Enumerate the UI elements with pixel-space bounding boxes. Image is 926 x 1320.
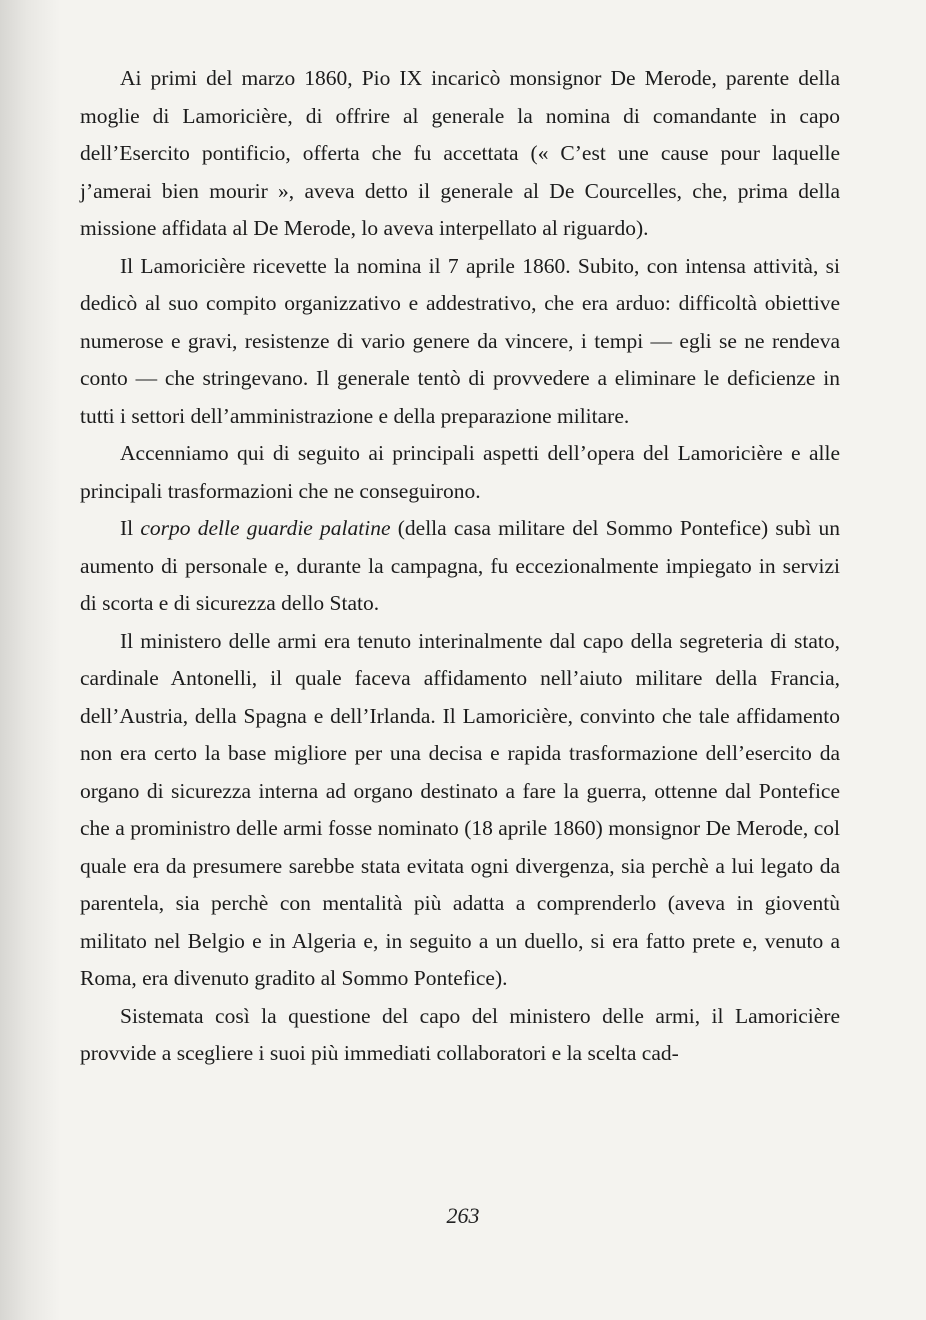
italic-term: corpo delle guardie palatine <box>140 516 391 540</box>
paragraph-collaborators: Sistemata così la questione del capo del ministero delle armi, il Lamoricière provvide a scegliere i suoi più immediati collaboratori e la scelta cad- <box>80 1003 840 1065</box>
paragraph-text: (della casa militare del Sommo Pontefice) subì un aumento di personale e, durante la campagna, fu eccezionalmente impiegato in servizi di scorta e di sicurezza dello Stato. <box>80 516 840 615</box>
paragraph-appointment-offer: Ai primi del marzo 1860, Pio IX incaricò monsignor De Merode, parente della moglie di Lamoricière, di offrire al generale la nomina di comandante in capo dell’Esercito pontificio, offerta che fu accettata (« C’est une cause pour laquelle j’amerai bien mourir », aveva detto il generale al De Courcelles, che, prima della missione affidata al De Merode, lo aveva interpellato al riguardo). <box>80 66 840 240</box>
paragraph-ministry-of-arms: Il ministero delle armi era tenuto interinalmente dal capo della segreteria di stato, cardinale Antonelli, il quale faceva affidamento nell’aiuto militare della Francia, dell’Austria, della Spagna e dell’Irlanda. Il Lamoricière, convinto che tale affidamento non era certo la base migliore per una decisa e rapida trasformazione dell’esercito da organo di sicurezza interna ad organo destinato a fare la guerra, ottenne dal Pontefice che a proministro delle armi fosse nominato (18 aprile 1860) monsignor De Merode, col quale era da presumere sarebbe stata evitata ogni divergenza, sia perchè a lui legato da parentela, sia perchè con mentalità più adatta a comprenderlo (aveva in gioventù militato nel Belgio e in Algeria e, in seguito a un duello, si era fatto prete e, venuto a Roma, era divenuto gradito al Sommo Pontefice). <box>80 628 840 990</box>
paragraph-text: Il <box>120 516 141 540</box>
paragraph-nomination: Il Lamoricière ricevette la nomina il 7 aprile 1860. Subito, con intensa attività, si dedicò al suo compito organizzativo e addestrativo, che era arduo: difficoltà obiettive numerose e gravi, resistenze di vario genere da vincere, i tempi — egli se ne rendeva conto — che stringevano. Il generale tentò di provvedere a eliminare le deficienze in tutti i settori dell’amministrazione e della preparazione militare. <box>80 253 840 428</box>
paragraph-palatine-guards <box>80 510 840 623</box>
paragraph-overview: Accenniamo qui di seguito ai principali aspetti dell’opera del Lamoricière e alle principali trasformazioni che ne conseguirono. <box>80 441 840 503</box>
book-gutter-shadow <box>0 0 60 1320</box>
page-number: 263 <box>446 1203 480 1228</box>
page-body <box>80 60 840 1073</box>
